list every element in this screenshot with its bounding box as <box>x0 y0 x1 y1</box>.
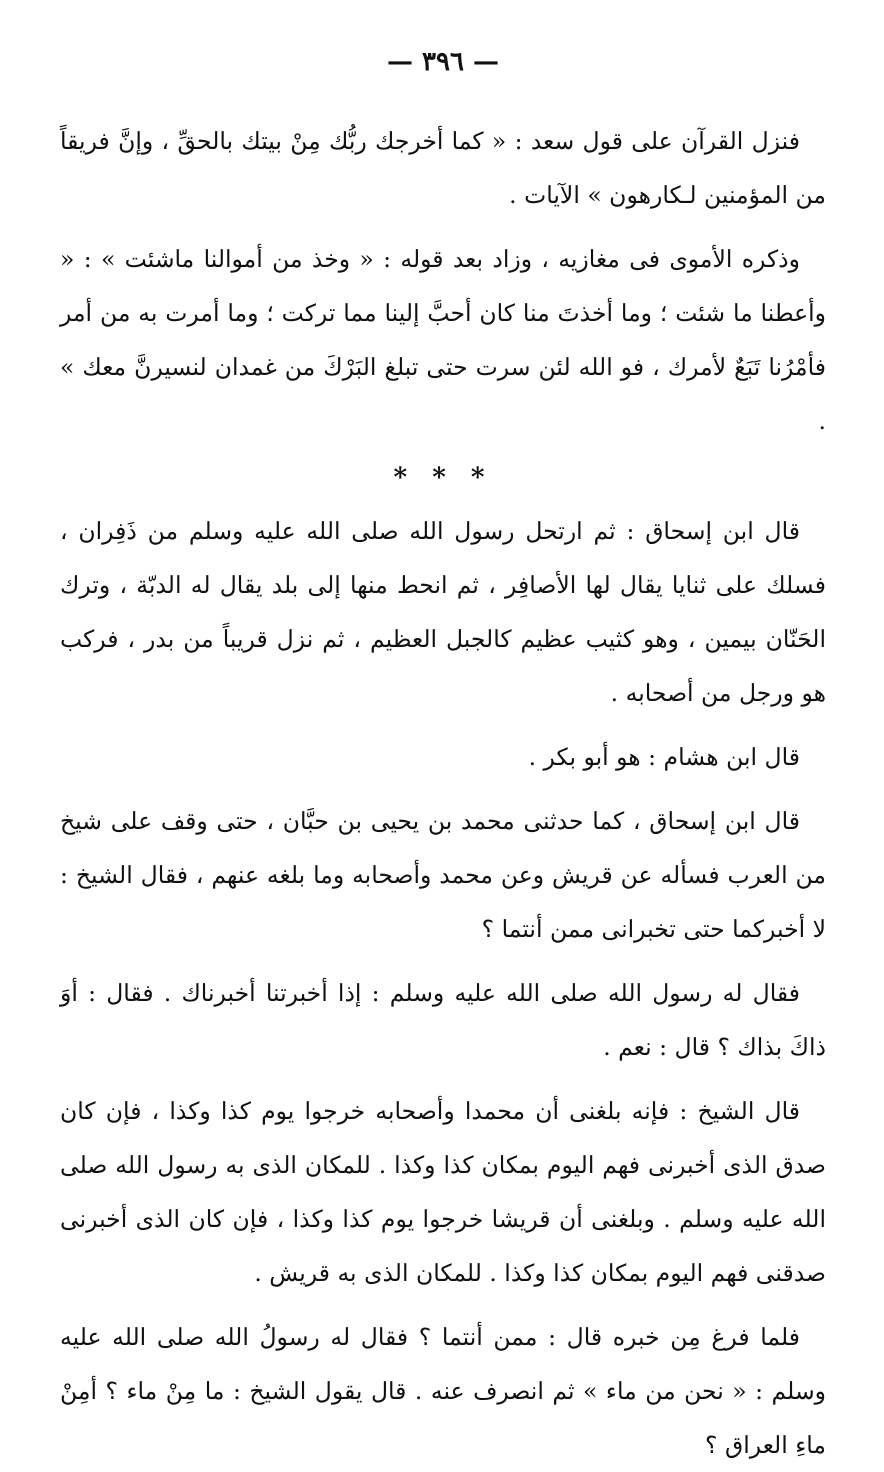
page-number: — ٣٩٦ — <box>386 47 500 77</box>
paragraph-umawi-maghazi: وذكره الأموى فى مغازيه ، وزاد بعد قوله : « وخذ من أموالنا ماشئت » : « وأعطنا ما شئت ؛ وما أخذتَ منا كان أحبَّ إلينا مما تركت ؛ وما أمرت به من أمر فأمْرُنا تَبَعٌ لأمرك ، فو الله لئن سرت حتى تبلغ البَرْكَ من غمدان لنسيرنَّ معك » . <box>60 245 826 435</box>
paragraph-prophet-reply: فقال له رسول الله صلى الله عليه وسلم : إذا أخبرتنا أخبرناك . فقال : أوَ ذاكَ بذاك ؟ قال : نعم . <box>60 979 826 1061</box>
paragraph-quran-revelation: فنزل القرآن على قول سعد : « كما أخرجك ربُّك مِنْ بيتك بالحقِّ ، وإنَّ فريقاً من المؤمنين لـكارهون » الآيات . <box>60 127 826 209</box>
paragraph-ibn-hisham-note: قال ابن هشام : هو أبو بكر . <box>528 743 800 771</box>
paragraph-nahnu-min-ma: فلما فرغ مِن خبره قال : ممن أنتما ؟ فقال له رسولُ الله صلى الله عليه وسلم : « نحن من ماء » ثم انصرف عنه . قال يقول الشيخ : ما مِنْ ماء ؟ أمِنْ ماءِ العراق ؟ <box>60 1323 826 1459</box>
section-separator: * * * <box>393 463 493 493</box>
paragraph-ibn-ishaq-departure: قال ابن إسحاق : ثم ارتحل رسول الله صلى الله عليه وسلم من ذَفِران ، فسلك على ثنايا يقال لها الأصافِر ، ثم انحط منها إلى بلد يقال له الدبّة ، وترك الحَنّان بيمين ، وهو كثيب عظيم كالجبل العظيم ، ثم نزل قريباً من بدر ، فركب هو ورجل من أصحابه . <box>60 517 826 707</box>
paragraph-old-man-report: قال الشيخ : فإنه بلغنى أن محمدا وأصحابه خرجوا يوم كذا وكذا ، فإن كان صدق الذى أخبرنى فهم اليوم بمكان كذا وكذا . للمكان الذى به رسول الله صلى الله عليه وسلم . وبلغنى أن قريشا خرجوا يوم كذا وكذا ، فإن كان الذى أخبرنى صدقنى فهم اليوم بمكان كذا وكذا . للمكان الذى به قريش . <box>60 1097 826 1287</box>
paragraph-old-man-question: قال ابن إسحاق ، كما حدثنى محمد بن يحيى بن حبَّان ، حتى وقف على شيخ من العرب فسأله عن قريش وعن محمد وأصحابه وما بلغه عنهم ، فقال الشيخ : لا أخبركما حتى تخبرانى ممن أنتما ؟ <box>60 807 826 943</box>
